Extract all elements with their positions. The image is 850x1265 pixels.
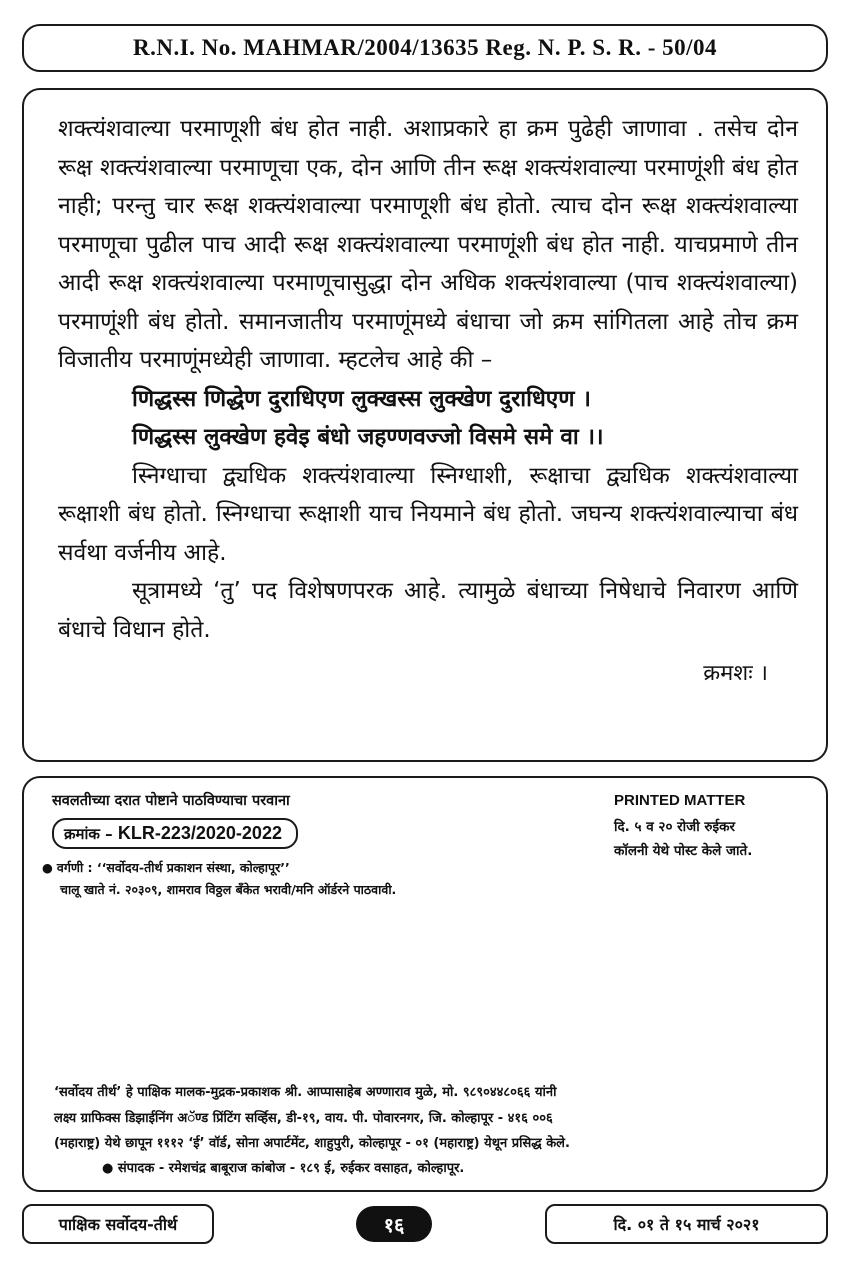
registration-header: [22, 24, 828, 72]
registration-number: R.N.I. No. MAHMAR/2004/13635 Reg. N. P. S. R. - 50/04: [132, 35, 717, 60]
editor-info: [102, 1158, 464, 1176]
publication-name: [22, 1204, 214, 1244]
article-paragraph-1: शक्त्यंशवाल्या परमाणूशी बंध होत नाही. अशाप्रकारे हा क्रम पुढेही जाणावा . तसेच दोन रूक्ष शक्त्यंशवाल्या परमाणूचा एक, दोन आणि तीन रूक्ष शक्त्यंशवाल्या परमाणूंशी बंध होत नाही; परन्तु चार रूक्ष शक्त्यंशवाल्या परमाणूशी बंध होतो. त्याच दोन रूक्ष शक्त्यंशवाल्या परमाणूचा पुढील पाच आदी रूक्ष शक्त्यंशवाल्या परमाणूंशी बंध होत नाही. याचप्रमाणे तीन आदी रूक्ष शक्त्यंशवाल्या परमाणूचासुद्धा दोन अधिक शक्त्यंशवाल्या (पाच शक्त्यंशवाल्या) परमाणूंशी बंध होतो. समानजातीय परमाणूंमध्ये बंधाचा जो क्रम सांगितला आहे तोच क्रम विजातीय परमाणूंमध्येही जाणावा. म्हटलेच आहे की –: [58, 116, 798, 373]
editor-text: संपादक - रमेशचंद्र बाबूराज कांबोज - १८९ ई, रुईकर वसाहत, कोल्हापूर.: [117, 1161, 465, 1176]
verse-line-1: णिद्धस्स णिद्धेण दुराधिएण लुक्खस्स लुक्खेण दुराधिएण ।: [132, 385, 591, 412]
article-paragraph-2: स्निग्धाचा द्व्यधिक शक्त्यंशवाल्या स्निग्धाशी, रूक्षाचा द्व्यधिक शक्त्यंशवाल्या रूक्षाशी बंध होतो. स्निग्धाचा रूक्षाशी याच नियमाने बंध होतो. जघन्य शक्त्यंशवाल्याचा बंध सर्वथा वर्जनीय आहे.: [58, 462, 798, 566]
issue-date: [545, 1204, 828, 1244]
article-body: [22, 88, 828, 762]
article-paragraph-3: सूत्रामध्ये ‘तु’ पद विशेषणपरक आहे. त्यामुळे बंधाच्या निषेधाचे निवारण आणि बंधाचे विधान होते.: [58, 578, 798, 643]
verse-line-2: णिद्धस्स लुक्खेण हवेइ बंधो जहण्णवज्जो विसमे समे वा ।।: [132, 424, 604, 450]
post-schedule-line-2: कॉलनी येथे पोस्ट केले जाते.: [614, 843, 753, 859]
subscription-text: वर्गणी : ‘‘सर्वोदय-तीर्थ प्रकाशन संस्था, कोल्हापूर’’: [56, 860, 290, 875]
to-be-continued: क्रमशः ।: [703, 661, 768, 686]
printed-matter-label: PRINTED MATTER: [614, 792, 746, 809]
postal-license-section: [42, 790, 592, 901]
page-number-badge: [356, 1206, 432, 1242]
publisher-line-1: ‘सर्वोदय तीर्थ’ हे पाक्षिक मालक-मुद्रक-प्रकाशक श्री. आप्पासाहेब अण्णाराव मुळे, मो. ९८९०४४८०६६ यांनी: [54, 1085, 557, 1100]
printed-matter-section: [614, 792, 824, 863]
license-number: KLR-223/2020-2022: [117, 823, 282, 843]
license-number-label: क्रमांक –: [64, 825, 113, 843]
publisher-statement: [54, 1080, 814, 1157]
page-number: १६: [383, 1212, 405, 1237]
publication-name-text: पाक्षिक सर्वोदय-तीर्थ: [58, 1215, 178, 1234]
bullet-icon: ●: [42, 860, 53, 875]
license-number-badge: [52, 818, 298, 849]
issue-date-text: दि. ०१ ते १५ मार्च २०२१: [613, 1215, 760, 1234]
publisher-line-2: लक्ष्य ग्राफिक्स डिझाईनिंग अॅण्ड प्रिंटिंग सर्व्हिस, डी-१९, वाय. पी. पोवारनगर, जि. कोल्हापूर - ४१६ ००६: [54, 1110, 553, 1126]
bullet-icon: ●: [102, 1161, 114, 1176]
account-info: चालू खाते नं. २०३०९, शामराव विठ्ठल बँकेत भरावी/मनि ऑर्डरने पाठवावी.: [60, 882, 397, 897]
post-schedule-line-1: दि. ५ व २० रोजी रुईकर: [614, 819, 735, 835]
publisher-line-3: (महाराष्ट्र) येथे छापून १११२ ‘ई’ वॉर्ड, सोना अपार्टमेंट, शाहुपुरी, कोल्हापूर - ०१ (महाराष्ट्र) येथून प्रसिद्ध केले.: [54, 1136, 570, 1151]
postal-info-box: [22, 776, 828, 1192]
subscription-info: [42, 857, 592, 879]
postal-concession-text: सवलतीच्या दरात पोष्टाने पाठविण्याचा परवाना: [52, 793, 290, 809]
